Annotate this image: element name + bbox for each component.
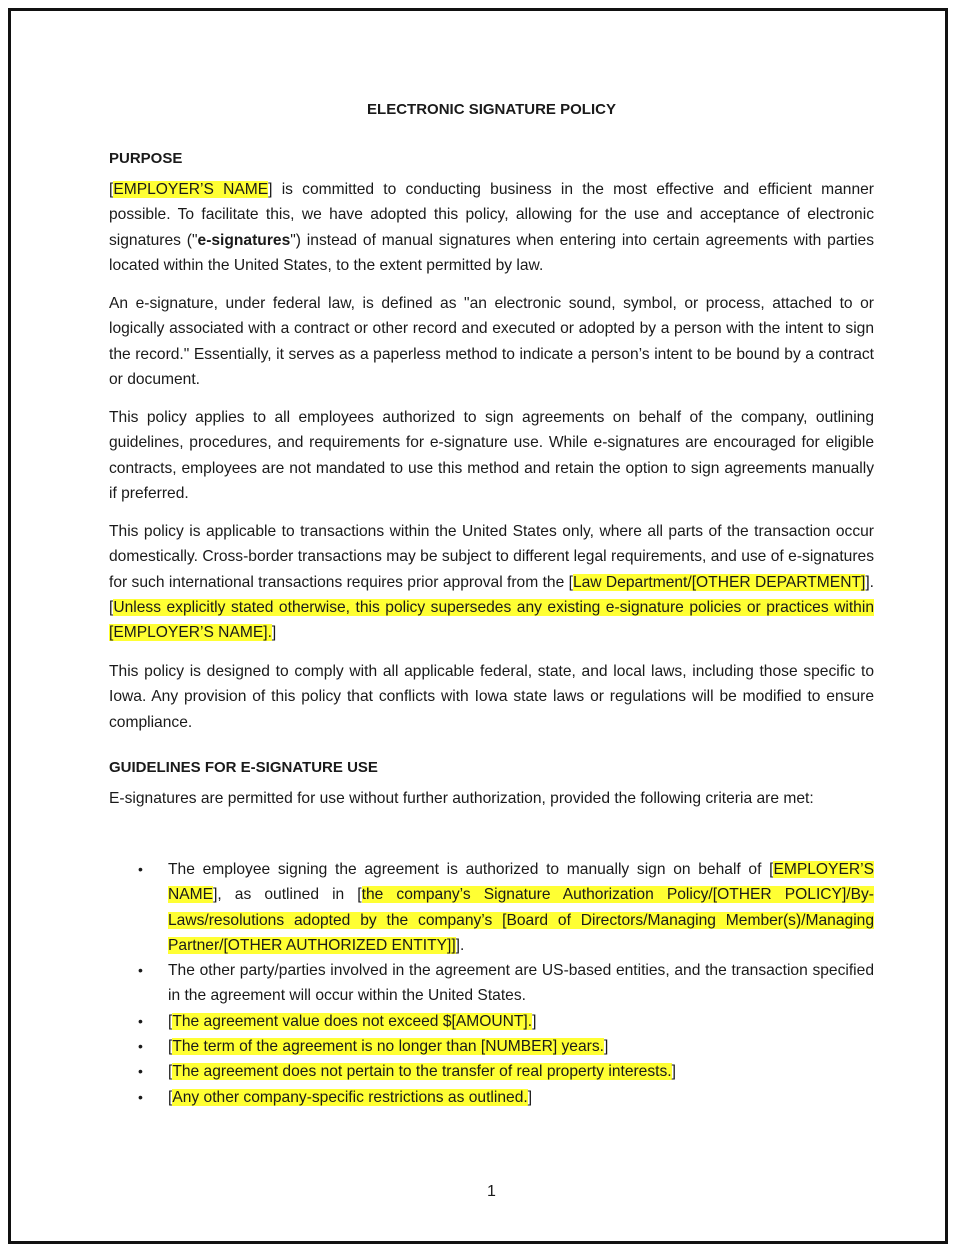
list-item: [109, 857, 874, 958]
bullet-icon: •: [138, 962, 143, 979]
guidelines-heading: GUIDELINES FOR E-SIGNATURE USE: [109, 759, 378, 776]
text: [: [168, 1063, 173, 1081]
page-number: 1: [487, 1183, 496, 1200]
purpose-paragraph-2: An e-signature, under federal law, is defined as "an electronic sound, symbol, or process, attached to or logically associated with a contract or other record and executed or adopted by a person with the intent to sign the record." Essentially, it serves as a paperless method to indicate a person’s intent to be bound by a contract or document.: [109, 295, 874, 388]
optional-criterion: The agreement value does not exceed $[AMOUNT].: [172, 1012, 533, 1030]
page-frame: [8, 8, 948, 1244]
bullet-icon: •: [138, 861, 143, 877]
text: ]. [: [109, 573, 874, 616]
text: [: [109, 181, 114, 198]
guidelines-intro: E-signatures are permitted for use without further authorization, provided the following criteria are met:: [109, 790, 814, 807]
placeholder-authorization-source: the company’s Signature Authorization Policy/[OTHER POLICY]/By-Laws/resolutions adopted by the company’s [Board of Directors/Managing Member(s)/Managing Partner/[OTHER AUTHORIZED ENTITY]]: [168, 886, 874, 954]
purpose-paragraph-5: This policy is designed to comply with all applicable federal, state, and local laws, including those specific to Iowa. Any provision of this policy that conflicts with Iowa state laws or regulations will be modified to ensure compliance.: [109, 663, 874, 731]
list-item: [109, 1085, 874, 1110]
purpose-paragraph-1: [109, 177, 874, 278]
term-e-signatures: e-signatures: [197, 231, 291, 249]
optional-clause-supersedes: Unless explicitly stated otherwise, this policy supersedes any existing e-signature policies or practices within [EMPLOYER’S NAME].: [109, 598, 874, 642]
list-item: [109, 1059, 874, 1084]
text: This policy is applicable to transactions within the United States only, where all parts of the transaction occur domestically. Cross-border transactions may be subject to different legal requirements, and use of e-signatures for such international transactions requires prior approval from the [: [109, 523, 874, 591]
text: ]: [527, 1088, 533, 1106]
placeholder-employer-name: EMPLOYER’S NAME: [113, 181, 269, 198]
bullet-icon: •: [138, 1088, 143, 1105]
placeholder-employer-name: EMPLOYER’S NAME: [168, 861, 874, 904]
purpose-paragraph-3: This policy applies to all employees authorized to sign agreements on behalf of the company, outlining guidelines, procedures, and requirements for e-signature use. While e-signatures are encouraged for eligible contracts, employees are not mandated to use this method and retain the option to sign agreements manually if preferred.: [109, 409, 874, 502]
text: [: [168, 1038, 173, 1056]
optional-criterion: The agreement does not pertain to the transfer of real property interests.: [172, 1063, 672, 1081]
text: ], as outlined in [: [213, 886, 362, 904]
document-title: ELECTRONIC SIGNATURE POLICY: [367, 101, 616, 118]
text: [: [168, 1088, 173, 1106]
text: ") instead of manual signatures when entering into certain agreements with parties located within the United States, to the extent permitted by law.: [109, 231, 874, 274]
optional-criterion: Any other company-specific restrictions as outlined.: [172, 1088, 528, 1106]
text: ]: [532, 1012, 537, 1030]
criteria-list: [109, 857, 874, 1110]
list-item: [109, 958, 874, 1009]
text: ]: [603, 1038, 609, 1056]
purpose-paragraph-4: [109, 519, 874, 645]
text: ]: [271, 624, 277, 642]
text: The employee signing the agreement is authorized to manually sign on behalf of [: [168, 861, 774, 878]
text: The other party/parties involved in the agreement are US-based entities, and the transaction specified in the agreement will occur within the United States.: [168, 962, 874, 1005]
bullet-icon: •: [138, 1012, 143, 1029]
placeholder-department: Law Department/[OTHER DEPARTMENT]: [572, 573, 866, 591]
list-item: [109, 1034, 874, 1059]
text: ]: [671, 1063, 676, 1081]
text: [: [168, 1012, 173, 1030]
text: ] is committed to conducting business in the most effective and efficient manner possible. To facilitate this, we have adopted this policy, allowing for the use and acceptance of electronic signatures (": [109, 181, 874, 249]
purpose-heading: PURPOSE: [109, 150, 183, 167]
optional-criterion: The term of the agreement is no longer than [NUMBER] years.: [172, 1038, 604, 1056]
list-item: [109, 1009, 874, 1034]
bullet-icon: •: [138, 1063, 143, 1080]
text: ].: [455, 936, 465, 954]
bullet-icon: •: [138, 1038, 143, 1055]
